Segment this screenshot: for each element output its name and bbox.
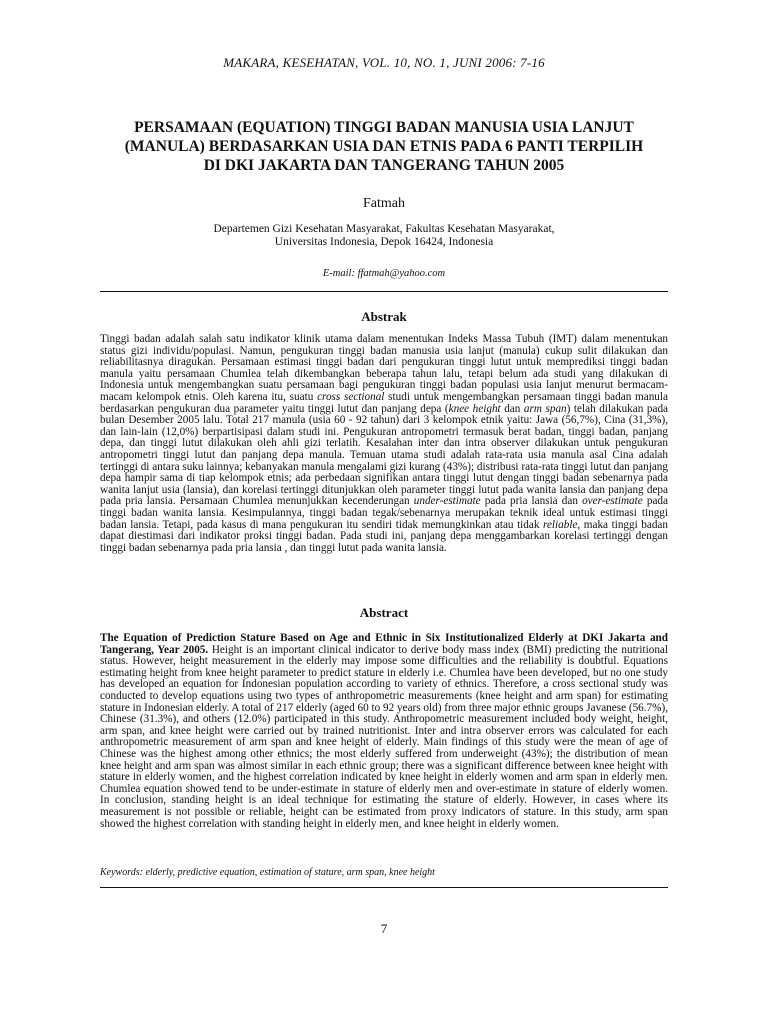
abstract-lead: The Equation of Prediction Stature Based on Age and Ethnic in Six Institutionalized Elderly at DKI Jakarta and Tangerang, Year 2005. [100,632,668,656]
running-head: MAKARA, KESEHATAN, VOL. 10, NO. 1, JUNI 2006: 7-16 [223,55,545,70]
abstrak-part: dan [500,402,524,415]
page-number: 7 [380,921,388,936]
article-title [100,118,668,175]
keywords: Keywords: elderly, predictive equation, estimation of stature, arm span, knee height [100,867,435,878]
bottom-divider [100,887,668,888]
author-name: Fatmah [363,196,405,211]
abstrak-part: ) telah dilakukan pada bulan Desember 2005 lalu. Total 217 manula (usia 60 - 92 tahun) dari 3 kelompok etnik yaitu: Jawa (56,7%), Cina (31,3%), dan lain-lain (12,0%) berpartisipasi dalam studi ini. Pengukuran antropometri termasuk berat badan, tinggi badan, panjang depa, dan tinggi lutut dilakukan oleh ahli gizi terlatih. Kesalahan inter dan intra observer dilakukan untuk pengukuran antropometri tinggi lutut dan panjang depa manula. Temuan utama studi adalah rata-rata usia manula asal Cina adalah tertinggi di antara suku lainnya; kebanyakan manula mengalami gizi kurang (43%); distribusi rata-rata tinggi lutut dan panjang depa hampir sama di tiap kelompok etnis; ada perbedaan signifikan antara tinggi lutut dengan tinggi badan sebenarnya pada wanita lanjut usia (lansia), dan korelasi tertinggi ditunjukkan oleh parameter tinggi lutut pada wanita lansia dan panjang depa pada pria lansia. Persamaan Chumlea menunjukkan kecenderungan [100,402,668,508]
affiliation-line: Universitas Indonesia, Depok 16424, Indonesia [274,236,494,248]
title-line: (MANULA) BERDASARKAN USIA DAN ETNIS PADA 6 PANTI TERPILIH [124,138,644,155]
abstrak-part: pada pria lansia dan [480,495,583,508]
abstrak-part: , maka tinggi badan dapat diestimasi dari indikator proksi tinggi badan. Pada studi ini, panjang depa menggambarkan korelasi tertinggi dengan tinggi badan sebenarnya pada pria lansia , dan tinggi lutut pada wanita lansia. [100,518,668,554]
abstrak-term: under-estimate [413,495,481,508]
abstrak-term: arm span [523,402,567,415]
abstrak-term: over-estimate [582,495,643,508]
abstrak-part: pada tinggi badan wanita lansia. Kesimpulannya, tinggi badan tegak/sebenarnya merupakan teknik ideal untuk estimasi tinggi badan lansia. Tetapi, pada kasus di mana pengukuran itu sendiri tidak memungkinkan atau tidak [100,495,668,531]
author-affiliation [100,223,668,249]
abstrak-heading: Abstrak [361,309,407,324]
title-line: DI DKI JAKARTA DAN TANGERANG TAHUN 2005 [203,157,565,174]
abstract-heading: Abstract [359,605,409,620]
abstrak-term: reliable [543,518,578,531]
abstrak-term: knee height [448,402,501,415]
title-line: PERSAMAAN (EQUATION) TINGGI BADAN MANUSIA USIA LANJUT [134,119,634,136]
author-email: E-mail: ffatmah@yahoo.com [322,268,446,279]
abstrak-term: cross sectional [317,390,385,403]
top-divider [100,291,668,292]
abstrak-part: Tinggi badan adalah salah satu indikator klinik utama dalam menentukan Indeks Massa Tubuh (IMT) dalam menentukan status gizi individu/populasi. Namun, pengukuran tinggi badan manusia usia lanjut (manula) cukup sulit dilakukan dan reliabilitasnya diragukan. Persamaan estimasi tinggi badan dari pengukuran tinggi lutut untuk memprediksi tinggi badan manula yaitu persamaan Chumlea telah dikembangkan beberapa tahun lalu, tetapi belum ada studi yang dilakukan di Indonesia untuk mengembangkan suatu persamaan bagi pengukuran tinggi badan populasi usia lanjut menurut bermacam-macam kelompok etnis. Oleh karena itu, suatu [100,333,668,403]
affiliation-line: Departemen Gizi Kesehatan Masyarakat, Fakultas Kesehatan Masyarakat, [213,223,555,235]
abstrak-part: studi untuk mengembangkan persamaan tinggi badan manula berdasarkan pengukuran dua parameter yaitu tinggi lutut dan panjang depa ( [100,390,668,415]
abstract-body: Height is an important clinical indicator to derive body mass index (BMI) predicting the nutritional status. However, height measurement in the elderly may impose some difficulties and the reliability is doubtful. Equations estimating height from knee height parameter to predict stature in elderly i.e. Chumlea have been developed, but no one study has developed an equation for Indonesian population according to variety of ethnics. Therefore, a cross sectional study was conducted to develop equations using two types of anthropometric measurements (knee height and arm span) for estimating stature in Indonesian elderly. A total of 217 elderly (aged 60 to 92 years old) from three major ethnic groups Javanese (56.7%), Chinese (31.3%), and others (12.0%) participated in this study. Anthropometric measurement included body weight, height, arm span, and knee height were carried out by trained nutritionist. Inter and intra observer errors was calculated for each anthropometric measurement of arm span and knee height of elderly. Main findings of this study were the mean of age of Chinese was the highest among other ethnics; the most elderly suffered from underweight (43%); the distribution of mean knee height and arm span was almost similar in each ethnic group; there was a significant difference between knee height with stature in elderly women, and the highest correlation indicated by knee height in elderly women and arm span in elderly men. Chumlea equation showed tend to be under-estimate in stature of elderly men and over-estimate in stature of elderly women. In conclusion, standing height is an ideal technique for estimating the stature of elderly. However, in cases where its measurement is not possible or reliable, height can be estimated from proxy indicators of stature. In this study, arm span showed the highest correlation with standing height in elderly men, and knee height in elderly women. [100,643,668,830]
abstrak-text [100,334,668,554]
abstract-text [100,633,668,830]
